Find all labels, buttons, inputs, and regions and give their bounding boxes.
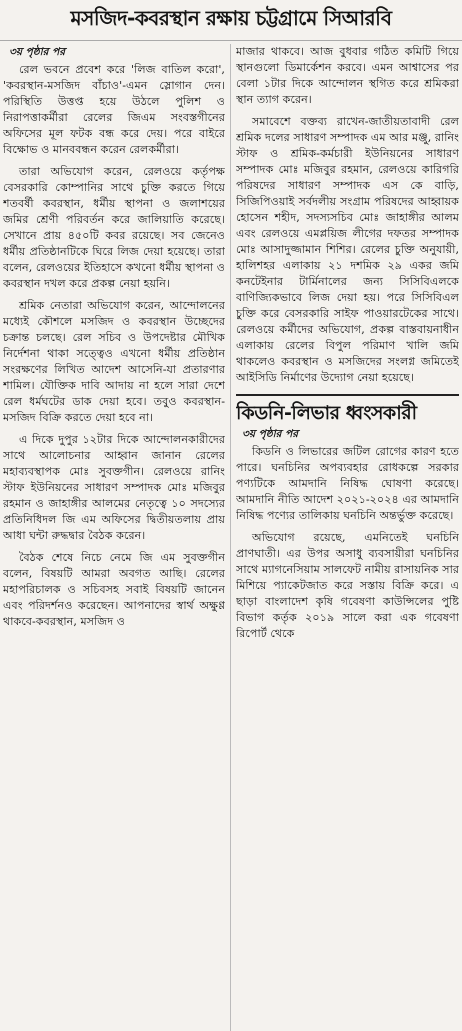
article-paragraph: শ্রমিক নেতারা অভিযোগ করেন, আন্দোলনের মধ্যেই কৌশলে মসজিদ ও কবরস্থান উচ্ছেদের চক্রান্ত চলছে। রেল সচিব ও উপদেষ্টার মৌখিক নির্দেশনা থাকা সত্ত্বেও এখনো ধর্মীয় প্রতিষ্ঠান সংরক্ষণের লিখিত আদেশ আসেনি-যা প্রতারণার শামিল। যৌক্তিক দাবি আদায় না হলে সারা দেশে রেল ধর্মঘটের ডাক দেয়া হবে। তবুও কবরস্থান-মসজিদ বিক্রি করতে দেয়া হবে না। [3,299,225,424]
article-paragraph: রেল ভবনে প্রবেশ করে 'লিজ বাতিল করো', 'কবরস্থান-মসজিদ বাঁচাও'-এমন স্লোগান দেন। পরিস্থিতি উত্তপ্ত হয়ে উঠলে পুলিশ ও নিরাপত্তাকর্মীরা রেলের জিএম সংবস্তগীনের অফিসের মূল ফটক বন্ধ করে দেয়। পরে বাইরে বিক্ষোভ ও মানববন্ধন করেন রেলকর্মীরা। [3,63,225,156]
article-paragraph: কিডনি ও লিভারের জটিল রোগের কারণ হতে পারে। ঘনচিনির অপব্যবহার রোধকল্পে সরকার পণ্যটিকে আমদানি নিষিদ্ধ ঘোষণা করেছে। আমদানি নীতি আদেশ ২০২১-২০২৪ এর আমদানি নিষিদ্ধ পণ্যের তালিকায় ঘনচিনি অন্তর্ভুক্ত করেছে। [236,445,459,522]
second-article-headline: কিডনি-লিভার ধ্বংসকারী [236,394,459,426]
article-paragraph: এ দিকে দুপুর ১২টার দিকে আন্দোলনকারীদের সাথে আলোচনার আহ্বান জানান রেলের মহাব্যবস্থাপক মোঃ সুবক্তগীন। রেলওয়ে রানিং স্টাফ ইউনিয়নের সাধারণ সম্পাদক মোঃ মজিবুর রহমান ও জাহাঙ্গীর আলমের নেতৃত্বে ১০ সদস্যের প্রতিনিধিদল জি এম অফিসের দ্বিতীয়তলায় প্রায় আধা ঘন্টা রুদ্ধদ্বার বৈঠক করেন। [3,433,225,542]
continued-label: ৩য় পৃষ্ঠার পর [9,46,66,58]
article-paragraph: বৈঠক শেষে নিচে নেমে জি এম সুবক্তগীন বলেন, বিষয়টি আমরা অবগত আছি। রেলের মহাপরিচালক ও সচিবসহ সবাই বিষয়টি জানেন এবং পরিদর্শনও করেছেন। আপনাদের স্বার্থ অক্ষুণ্ণ থাকবে-কবরস্থান, মসজিদ ও [3,551,225,628]
article-paragraph: সমাবেশে বক্তব্য রাখেন-জাতীয়তাবাদী রেল শ্রমিক দলের সাধারণ সম্পাদক এম আর মঞ্জু, রানিং স্টাফ ও শ্রমিক-কর্মচারী ইউনিয়নের সাধারণ সম্পাদক মোঃ মজিবুর রহমান, রেলওয়ে কারিগরি পরিষদের সাধারণ সম্পাদক এস কে বাড়ি, সিজিপিওয়াই সর্বদলীয় সংগ্রাম পরিষদের আহ্বায়ক হোসেন শহীদ, সদস্যসচিব মোঃ জাহাঙ্গীর আলম এবং রেলওয়ে এমপ্লয়িজ লীগের দফতর সম্পাদক মোঃ আসাদুজ্জামান শিশির। রেলের চুক্তি অনুযায়ী, হালিশহর এলাকায় ২১ দশমিক ২৯ একর জমি কনটেইনার টার্মিনালের জন্য সিসিবিএলকে বাণিজ্যিকভাবে লিজ দেয়া হয়। পরে সিসিবিএল চুক্তি করে বেসরকারি সাইফ পাওয়ারটেকের সাথে। রেলওয়ে কর্মীদের অভিযোগ, প্রকল্প বাস্তবায়নাধীন এলাকায় রেলের বিপুল পরিমাণ খালি জমি থাকলেও কবরস্থান ও মসজিদের সংলগ্ন জমিতেই আইসিডি নির্মাণের উদ্যোগ নেয়া হয়েছে। [236,115,459,384]
column-divider [230,44,231,1031]
right-column [236,44,459,1031]
left-column [3,44,225,1031]
continued-label: ৩য় পৃষ্ঠার পর [242,428,299,440]
article-paragraph: মাজার থাকবে। আজ বুধবার গঠিত কমিটি গিয়ে স্থানগুলো ডিমার্কেশন করবে। এমন আশ্বাসের পর বেলা ১টার দিকে আন্দোলন স্থগিত করে শ্রমিকরা স্থান ত্যাগ করেন। [236,45,459,106]
headline: মসজিদ-কবরস্থান রক্ষায় চট্টগ্রামে সিআরবি [0,0,462,41]
article-paragraph: অভিযোগ রয়েছে, এমনিতেই ঘনচিনি প্রাণঘাতী। এর উপর অসাধু ব্যবসায়ীরা ঘনচিনির সাথে ম্যাগনেসিয়াম সালফেট নামীয় রাসায়নিক সার মিশিয়ে প্যাকেটজাত করে সস্তায় বিক্রি করে। এ ছাড়া বাংলাদেশ কৃষি গবেষণা কাউন্সিলের পুষ্টি বিভাগ কর্তৃক ২০১৯ সালে করা এক গবেষণা রিপোর্ট থেকে [236,531,459,640]
article-paragraph: তারা অভিযোগ করেন, রেলওয়ে কর্তৃপক্ষ বেসরকারি কোম্পানির সাথে চুক্তি করতে গিয়ে শতবর্ষী কবরস্থান, ধর্মীয় স্থাপনা ও জলাশয়ের জমির শ্রেণী পরিবর্তন করে জালিয়াতি করেছে। সেখানে প্রায় ৪৫০টি কবর রয়েছে। সব জেনেও ধর্মীয় প্রতিষ্ঠানটিকে ঘিরে লিজ দেয়া হয়েছে। তারা বলেন, রেলওয়ের ইতিহাসে কখনো ধর্মীয় স্থাপনা ও কবরস্থান দখল করে প্রকল্প নেয়া হয়নি। [3,165,225,290]
